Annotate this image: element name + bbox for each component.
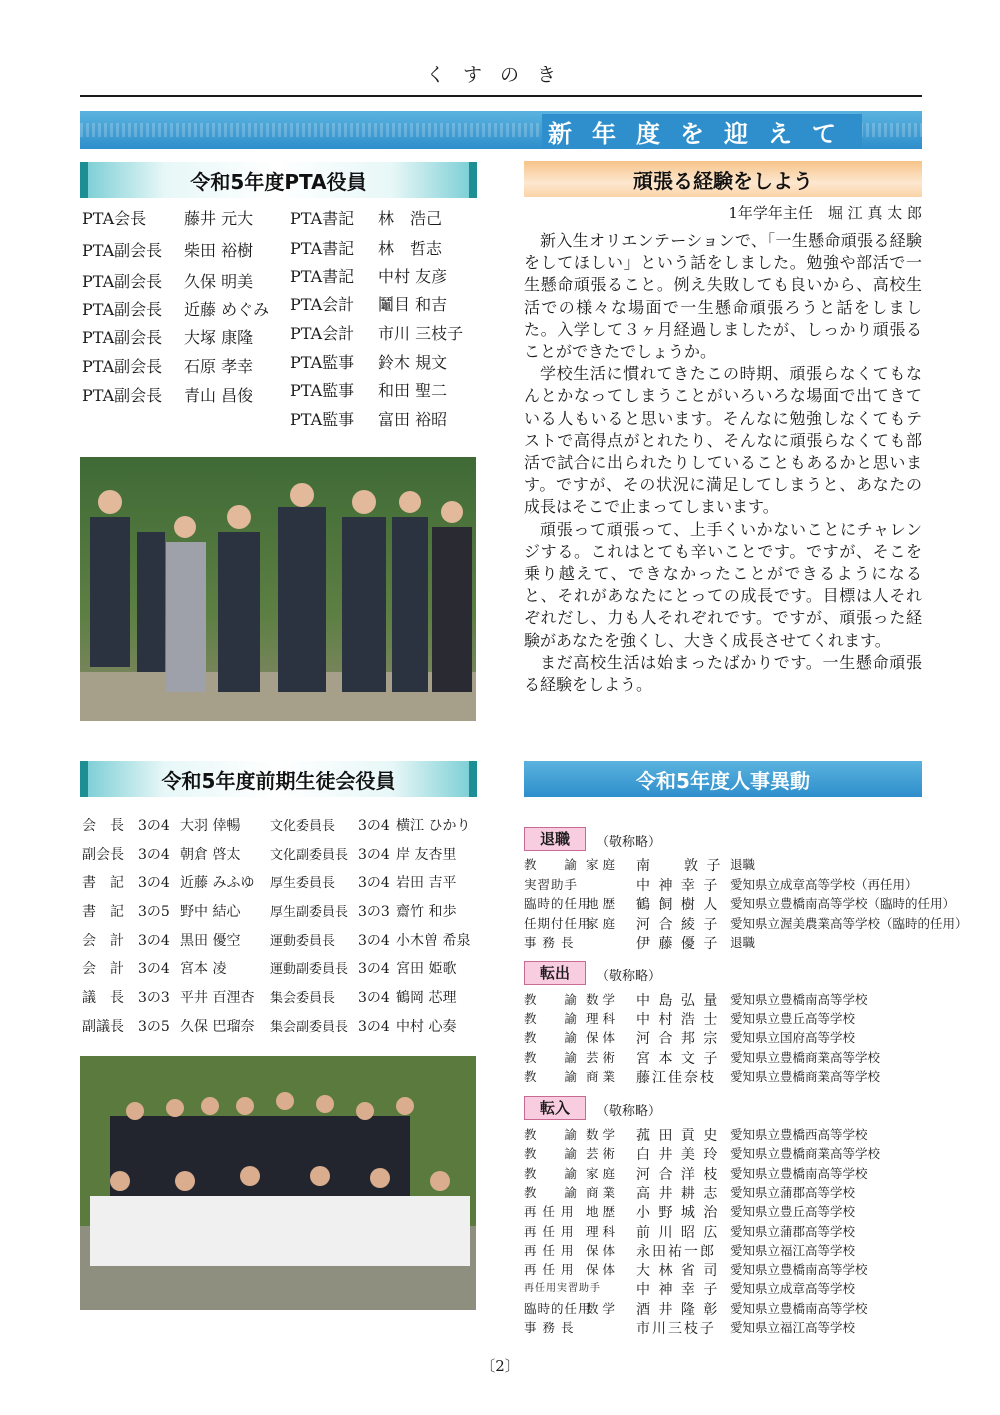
- pta-name: 中村 友彦: [378, 267, 448, 286]
- personnel-dest: 愛知県立豊橋南高等学校: [730, 1300, 868, 1316]
- personnel-dest: 愛知県立豊橋南高等学校（臨時的任用）: [730, 896, 956, 911]
- personnel-subj: 家 庭: [586, 1165, 615, 1181]
- personnel-pos: 事 務 長: [524, 935, 575, 950]
- personnel-name: 市川三枝子: [636, 1321, 716, 1337]
- council-cls: 3の4: [138, 818, 170, 834]
- honorific-note: （敬称略）: [596, 969, 662, 984]
- essay-author: 1年学年主任 堀 江 真 太 郎: [728, 204, 922, 222]
- personnel-row: [524, 1202, 924, 1221]
- personnel-pos: 再 任 用: [524, 1262, 575, 1278]
- personnel-name: 河 合 洋 枝: [636, 1166, 720, 1183]
- council-cls: 3の4: [138, 933, 170, 949]
- personnel-pos: 教 諭: [524, 1146, 579, 1162]
- personnel-subj: 地 歴: [586, 1204, 615, 1220]
- council-cls: 3の4: [138, 847, 170, 863]
- personnel-dest: 愛知県立蒲郡高等学校: [730, 1184, 856, 1200]
- council-group-photo: [80, 1056, 476, 1310]
- personnel-name: 小 野 城 治: [636, 1205, 720, 1222]
- personnel-pos: 任期付任用: [524, 915, 592, 931]
- council-role: 会 計: [82, 961, 124, 977]
- pta-name: 鈴木 規文: [378, 353, 448, 372]
- personnel-dest: 愛知県立豊橋南高等学校: [730, 1262, 868, 1278]
- council-cls: 3の4: [138, 875, 170, 891]
- pta-role: PTA副会長: [82, 386, 163, 405]
- personnel-row: [524, 1241, 924, 1260]
- personnel-row: [524, 1318, 924, 1337]
- pta-row: [82, 325, 253, 348]
- personnel-name: 大 林 省 司: [636, 1263, 720, 1280]
- council-name2: 岩田 吉平: [396, 875, 457, 891]
- council-role2: 文化副委員長: [270, 848, 349, 863]
- personnel-subj: 芸 術: [586, 1146, 615, 1162]
- pta-name: 久保 明美: [184, 272, 254, 291]
- council-cls: 3の3: [138, 990, 170, 1006]
- essay-heading: 頑張る経験をしよう: [524, 161, 922, 197]
- council-name: 宮本 凌: [180, 961, 227, 977]
- personnel-subj: 商 業: [586, 1068, 615, 1084]
- pta-row: [290, 321, 463, 344]
- pta-role: PTA会計: [290, 295, 355, 314]
- council-cls2: 3の4: [358, 847, 390, 863]
- council-role2: 集会委員長: [270, 991, 336, 1006]
- honorific-note: （敬称略）: [596, 1104, 662, 1119]
- personnel-dest: 愛知県立豊橋商業高等学校: [730, 1049, 881, 1065]
- personnel-row: [524, 1279, 924, 1298]
- council-cls: 3の5: [138, 904, 170, 920]
- personnel-pos: 実習助手: [524, 876, 579, 892]
- personnel-pos: 再 任 用: [524, 1204, 575, 1220]
- council-name2: 宮田 姫歌: [396, 961, 457, 977]
- personnel-dest: 退職: [730, 935, 756, 950]
- personnel-heading: 令和5年度人事異動: [524, 761, 922, 797]
- personnel-subj: 数 学: [586, 1127, 615, 1142]
- personnel-name: 伊 藤 優 子: [636, 936, 720, 952]
- council-role2: 厚生副委員長: [270, 905, 349, 920]
- personnel-row: [524, 894, 956, 913]
- personnel-row: [524, 914, 968, 933]
- pta-row: [82, 269, 253, 292]
- pta-group-photo: [80, 457, 476, 721]
- personnel-pos: 教 諭: [524, 992, 579, 1007]
- header-rule: [80, 95, 922, 97]
- personnel-name: 中 島 弘 量: [636, 993, 720, 1009]
- personnel-subj: 芸 術: [586, 1049, 615, 1065]
- pta-role: PTA副会長: [82, 328, 163, 347]
- pta-role: PTA書記: [290, 209, 355, 228]
- council-name: 野中 結心: [180, 904, 241, 920]
- council-role2: 運動副委員長: [270, 962, 349, 977]
- pta-row: [82, 238, 253, 261]
- personnel-subj: 地 歴: [586, 896, 615, 911]
- personnel-pos: 教 諭: [524, 1049, 579, 1065]
- council-cls2: 3の4: [358, 933, 390, 949]
- pta-row: [82, 206, 253, 229]
- pta-name: 林 浩己: [378, 209, 443, 228]
- pta-row: [290, 236, 442, 259]
- council-cls2: 3の4: [358, 818, 390, 834]
- personnel-name: 前 川 昭 広: [636, 1224, 720, 1241]
- newsletter-title: くすのき: [425, 64, 574, 86]
- council-name: 朝倉 啓太: [180, 847, 241, 863]
- council-name2: 中村 心奏: [396, 1019, 457, 1035]
- personnel-row: [524, 1183, 924, 1202]
- council-role: 副会長: [82, 847, 124, 863]
- council-name: 大羽 倖暢: [180, 818, 241, 834]
- council-name2: 横江 ひかり: [396, 818, 471, 834]
- council-name2: 小木曽 希泉: [396, 933, 471, 949]
- pta-name: 藤井 元大: [184, 209, 254, 228]
- personnel-dest: 愛知県立渥美農業高等学校（臨時的任用）: [730, 915, 968, 931]
- transfer-in-tag: 転入: [524, 1096, 586, 1120]
- pta-role: PTA副会長: [82, 300, 163, 319]
- personnel-name: 白 井 美 玲: [636, 1147, 720, 1164]
- personnel-row: [524, 1299, 924, 1318]
- council-name2: 齋竹 和歩: [396, 904, 457, 920]
- council-cls2: 3の4: [358, 961, 390, 977]
- personnel-dest: 愛知県立福江高等学校: [730, 1320, 856, 1335]
- personnel-pos: 再任用実習助手: [524, 1283, 601, 1295]
- personnel-pos: 教 諭: [524, 1030, 579, 1046]
- pta-role: PTA副会長: [82, 241, 163, 260]
- pta-row: [290, 350, 447, 373]
- personnel-dest: 退職: [730, 857, 756, 872]
- pta-role: PTA副会長: [82, 357, 163, 376]
- personnel-subj: 商 業: [586, 1184, 615, 1200]
- personnel-subj: 家 庭: [586, 915, 615, 931]
- retire-tag: 退職: [524, 827, 586, 851]
- personnel-row: [524, 1144, 924, 1163]
- personnel-dest: 愛知県立豊丘高等学校: [730, 1011, 856, 1027]
- council-name: 黒田 優空: [180, 933, 241, 949]
- personnel-pos: 臨時的任用: [524, 896, 592, 911]
- personnel-pos: 教 諭: [524, 1068, 579, 1084]
- personnel-dest: 愛知県立成章高等学校: [730, 1281, 856, 1297]
- personnel-dest: 愛知県立蒲郡高等学校: [730, 1223, 856, 1239]
- council-cls: 3の5: [138, 1019, 170, 1035]
- personnel-row: [524, 1067, 924, 1086]
- personnel-subj: 家 庭: [586, 857, 615, 872]
- personnel-pos: 教 諭: [524, 1184, 579, 1200]
- pta-heading: 令和5年度PTA役員: [80, 162, 477, 198]
- personnel-subj: 数 学: [586, 992, 615, 1007]
- council-role2: 厚生委員長: [270, 876, 336, 891]
- personnel-subj: 保 体: [586, 1262, 615, 1278]
- council-name: 久保 巴瑠奈: [180, 1019, 255, 1035]
- pta-row: [290, 407, 447, 430]
- council-role: 書 記: [82, 904, 124, 920]
- pta-name: 鬮目 和吉: [378, 295, 448, 314]
- banner-title: 新年度を迎えて: [542, 114, 862, 149]
- personnel-subj: 理 科: [586, 1223, 615, 1239]
- council-cls2: 3の4: [358, 1019, 390, 1035]
- personnel-pos: 教 諭: [524, 857, 579, 872]
- personnel-name: 南 敦 子: [636, 858, 723, 874]
- council-cls2: 3の4: [358, 990, 390, 1006]
- personnel-dest: 愛知県立豊橋商業高等学校: [730, 1068, 881, 1084]
- pta-row: [290, 378, 447, 401]
- personnel-row: [524, 1164, 924, 1183]
- personnel-name: 菰 田 貢 史: [636, 1128, 720, 1144]
- personnel-name: 中 神 幸 子: [636, 1282, 720, 1299]
- pta-name: 和田 聖二: [378, 381, 448, 400]
- personnel-row: [524, 1009, 924, 1028]
- personnel-row: [524, 933, 924, 952]
- council-role: 会 長: [82, 818, 124, 834]
- page-number: 〔2〕: [480, 1357, 520, 1375]
- personnel-row: [524, 990, 924, 1009]
- council-heading: 令和5年度前期生徒会役員: [80, 761, 477, 797]
- council-cls2: 3の4: [358, 875, 390, 891]
- personnel-pos: 再 任 用: [524, 1223, 575, 1239]
- transfer-out-tag: 転出: [524, 961, 586, 985]
- personnel-name: 河 合 綾 子: [636, 916, 720, 933]
- council-role: 会 計: [82, 933, 124, 949]
- pta-role: PTA副会長: [82, 272, 163, 291]
- essay-paragraph: 新入生オリエンテーションで、「一生懸命頑張る経験をしてほしい」という話をしました。勉強や部活で一生懸命頑張ること。例え失敗しても良いから、高校生活での様々な場面で一生懸命頑張ろうと話をしました。入学して３ヶ月経過しましたが、しっかり頑張ることができたでしょうか。: [524, 231, 922, 362]
- personnel-pos: 事 務 長: [524, 1320, 575, 1335]
- personnel-subj: 数 学: [586, 1300, 615, 1316]
- pta-row: [82, 297, 269, 320]
- personnel-name: 中 神 幸 子: [636, 877, 720, 894]
- pta-role: PTA会計: [290, 324, 355, 343]
- personnel-dest: 愛知県立豊橋南高等学校: [730, 992, 868, 1007]
- pta-role: PTA監事: [290, 353, 355, 372]
- council-role2: 集会副委員長: [270, 1020, 349, 1035]
- personnel-dest: 愛知県立国府高等学校: [730, 1030, 856, 1046]
- personnel-row: [524, 875, 924, 894]
- council-role2: 運動委員長: [270, 934, 336, 949]
- personnel-row: [524, 855, 924, 874]
- pta-name: 林 哲志: [378, 239, 443, 258]
- personnel-name: 酒 井 隆 彰: [636, 1301, 720, 1318]
- personnel-dest: 愛知県立豊橋西高等学校: [730, 1127, 868, 1142]
- personnel-pos: 再 任 用: [524, 1242, 575, 1258]
- pta-row: [290, 292, 447, 315]
- council-cls: 3の4: [138, 961, 170, 977]
- personnel-pos: 教 諭: [524, 1011, 579, 1027]
- honorific-note: （敬称略）: [596, 835, 662, 850]
- essay-paragraph: まだ高校生活は始まったばかりです。一生懸命頑張る経験をしよう。: [524, 652, 922, 695]
- pta-name: 市川 三枝子: [378, 324, 464, 343]
- council-name: 近藤 みふゆ: [180, 875, 255, 891]
- pta-row: [82, 354, 253, 377]
- pta-name: 石原 孝幸: [184, 357, 254, 376]
- personnel-row: [524, 1260, 924, 1279]
- personnel-name: 永田祐一郎: [636, 1243, 716, 1260]
- council-cls2: 3の3: [358, 904, 390, 920]
- council-role: 書 記: [82, 875, 124, 891]
- personnel-subj: 保 体: [586, 1242, 615, 1258]
- council-name2: 岸 友杏里: [396, 847, 457, 863]
- personnel-name: 河 合 邦 宗: [636, 1031, 720, 1048]
- council-role2: 文化委員長: [270, 819, 336, 834]
- pta-role: PTA書記: [290, 267, 355, 286]
- personnel-pos: 教 諭: [524, 1165, 579, 1181]
- personnel-name: 鶴 飼 樹 人: [636, 897, 720, 913]
- pta-row: [290, 264, 447, 287]
- essay-body: [524, 230, 922, 696]
- essay-paragraph: 頑張って頑張って、上手くいかないことにチャレンジする。これはとても辛いことです。ですが、そこを乗り越えて、できなかったことができるようになると、それがあなたにとっての成長です。目標は人それぞれだし、力も人それぞれです。ですが、頑張った経験があなたを強くし、大きく成長させてくれます。: [524, 519, 922, 650]
- pta-name: 柴田 裕樹: [184, 241, 254, 260]
- pta-row: [290, 206, 442, 229]
- banner: [80, 111, 922, 149]
- council-name: 平井 百浬杏: [180, 990, 255, 1006]
- pta-role: PTA監事: [290, 410, 355, 429]
- personnel-dest: 愛知県立福江高等学校: [730, 1242, 856, 1258]
- personnel-dest: 愛知県立豊丘高等学校: [730, 1204, 856, 1220]
- personnel-name: 中 村 浩 士: [636, 1012, 720, 1029]
- pta-role: PTA書記: [290, 239, 355, 258]
- personnel-subj: 理 科: [586, 1011, 615, 1027]
- pta-row: [82, 383, 253, 406]
- personnel-pos: 教 諭: [524, 1127, 579, 1142]
- personnel-dest: 愛知県立豊橋南高等学校: [730, 1165, 868, 1181]
- pta-name: 大塚 康隆: [184, 328, 254, 347]
- personnel-pos: 臨時的任用: [524, 1300, 592, 1316]
- personnel-row: [524, 1048, 924, 1067]
- council-role: 副議長: [82, 1019, 124, 1035]
- personnel-row: [524, 1125, 924, 1144]
- personnel-dest: 愛知県立豊橋商業高等学校: [730, 1146, 881, 1162]
- personnel-subj: 保 体: [586, 1030, 615, 1046]
- personnel-dest: 愛知県立成章高等学校（再任用）: [730, 876, 918, 892]
- essay-paragraph: 学校生活に慣れてきたこの時期、頑張らなくてもなんとかなってしまうことがいろいろな場面で出てきている人もいると思います。そんなに勉強しなくてもテストで高得点がとれたり、そんなに頑張らなくても部活で試合に出られたりしていることもあるかと思います。ですが、その状況に満足してしまうと、あなたの成長はそこで止まってしまいます。: [524, 364, 922, 517]
- council-name2: 鶴岡 芯理: [396, 990, 457, 1006]
- personnel-row: [524, 1028, 924, 1047]
- personnel-name: 高 井 耕 志: [636, 1185, 720, 1202]
- pta-role: PTA監事: [290, 381, 355, 400]
- personnel-row: [524, 1222, 924, 1241]
- personnel-name: 藤江佳奈枝: [636, 1069, 716, 1086]
- pta-name: 富田 裕昭: [378, 410, 448, 429]
- pta-role: PTA会長: [82, 209, 147, 228]
- personnel-name: 宮 本 文 子: [636, 1050, 720, 1067]
- pta-name: 近藤 めぐみ: [184, 300, 270, 319]
- council-role: 議 長: [82, 990, 124, 1006]
- pta-name: 青山 昌俊: [184, 386, 254, 405]
